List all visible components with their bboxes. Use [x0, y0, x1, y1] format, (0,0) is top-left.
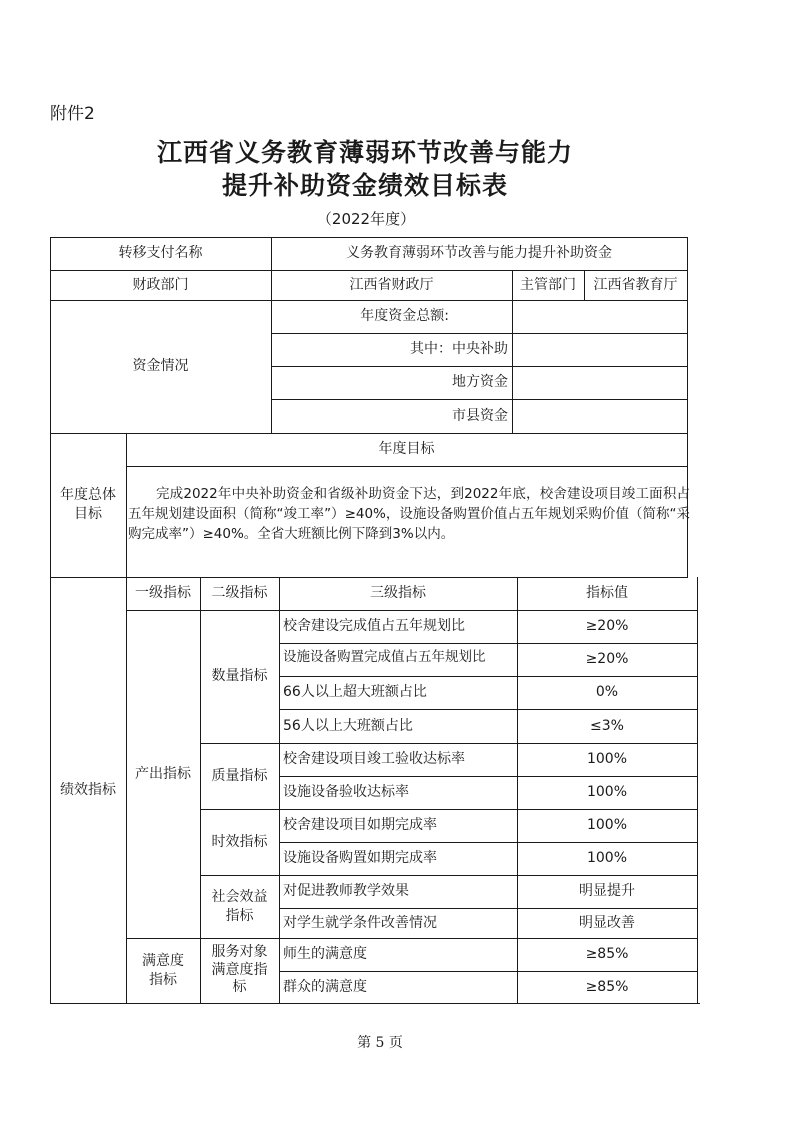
indicator-value: 100%	[586, 751, 628, 768]
indicator-name: 校舍建设项目如期完成率	[283, 817, 437, 834]
indicator-name: 师生的满意度	[283, 946, 367, 963]
funds-total: 年度资金总额:	[360, 308, 449, 325]
indicator-name: 设施设备购置如期完成率	[283, 850, 437, 867]
transfer-label: 转移支付名称	[118, 245, 203, 262]
indicator-name: 66人以上超大班额占比	[283, 684, 427, 701]
funds-county: 市县资金	[452, 407, 508, 424]
funds-label: 资金情况	[132, 358, 189, 375]
page-number: 第 5 页	[357, 1035, 403, 1051]
header-level1: 一级指标	[135, 585, 191, 602]
funds-local: 地方资金	[452, 374, 508, 391]
annual-label: 年度总体目标	[60, 487, 116, 522]
indicator-value: ≥85%	[585, 978, 629, 995]
annual-header: 年度目标	[378, 441, 435, 458]
dept-value: 江西省教育厅	[593, 276, 678, 293]
finance-value: 江西省财政厅	[349, 276, 434, 293]
indicator-name: 校舍建设项目竣工验收达标率	[283, 751, 465, 768]
page-title-line2: 提升补助资金绩效目标表	[221, 171, 508, 200]
indicator-value: ≥85%	[585, 946, 629, 963]
finance-label: 财政部门	[132, 276, 189, 293]
level2-social-benefit: 社会效益指标	[211, 888, 268, 924]
transfer-value: 义务教育薄弱环节改善与能力提升补助资金	[346, 245, 612, 262]
level2-quantity: 数量指标	[211, 668, 268, 685]
header-level3: 三级指标	[370, 585, 426, 602]
indicator-value: ≥20%	[585, 618, 629, 635]
indicator-value: 100%	[586, 850, 628, 867]
header-value: 指标值	[586, 585, 628, 602]
indicator-value: 明显提升	[579, 883, 635, 900]
level2-quality: 质量指标	[211, 767, 268, 784]
indicators-label: 绩效指标	[60, 781, 116, 798]
annual-text: 完成2022年中央补助资金和省级补助资金下达，到2022年底，校舍建设项目竣工面积占五年规划建设面积（简称“竣工率”）≥40%，设施设备购置价值占五年规划采购价值（简称“采购完成率”）≥40%。全省大班额比例下降到3%以内。	[128, 486, 690, 542]
dept-label: 主管部门	[520, 276, 576, 293]
indicator-name: 校舍建设完成值占五年规划比	[283, 618, 465, 635]
indicator-value: ≤3%	[590, 717, 624, 734]
level2-timeliness: 时效指标	[211, 833, 268, 850]
year-label: （2022年度）	[316, 210, 416, 228]
indicator-name: 对促进教师教学效果	[283, 883, 409, 900]
header-level2: 二级指标	[211, 585, 268, 602]
level1-output: 产出指标	[135, 765, 191, 782]
indicator-value: ≥20%	[585, 651, 629, 668]
indicator-value: 100%	[586, 784, 628, 801]
indicator-name: 56人以上大班额占比	[283, 717, 413, 734]
indicator-name: 对学生就学条件改善情况	[283, 914, 437, 931]
indicator-name: 设施设备验收达标率	[283, 784, 409, 801]
page-title-line1: 江西省义务教育薄弱环节改善与能力	[156, 138, 573, 167]
level2-service-satisfaction: 服务对象满意度指标	[211, 944, 268, 996]
indicator-value: 0%	[595, 684, 619, 701]
indicator-name: 群众的满意度	[283, 978, 367, 995]
indicator-name: 设施设备购置完成值占五年规划比	[283, 649, 486, 665]
funds-central: 其中：中央补助	[410, 341, 508, 358]
attachment-label: 附件2	[50, 104, 95, 124]
indicator-value: 100%	[586, 817, 628, 834]
level1-satisfaction: 满意度指标	[142, 952, 184, 988]
indicator-value: 明显改善	[579, 914, 635, 931]
